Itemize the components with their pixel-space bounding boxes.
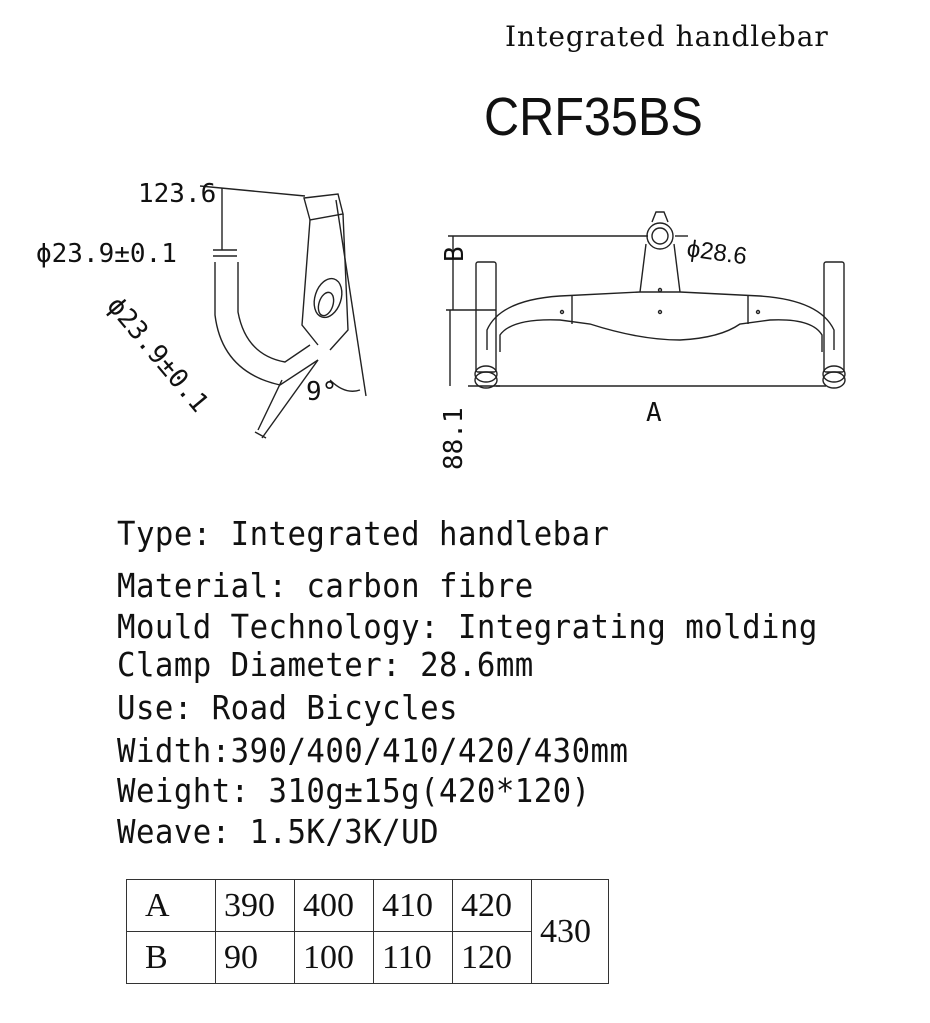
spec-mould-technology: Mould Technology: Integrating molding	[117, 607, 818, 646]
size-table-row-a	[127, 880, 609, 932]
size-a-410: 410	[374, 880, 453, 932]
size-b-90: 90	[216, 932, 295, 984]
size-b-110: 110	[374, 932, 453, 984]
spec-clamp-diameter: Clamp Diameter: 28.6mm	[117, 645, 534, 684]
flare-angle-label: 9°	[306, 377, 338, 407]
drop-diameter-label: ϕ23.9±0.1	[100, 291, 215, 419]
size-a-390: 390	[216, 880, 295, 932]
size-b-120: 120	[453, 932, 532, 984]
spec-weave: Weave: 1.5K/3K/UD	[117, 812, 440, 851]
row-b-header: B	[127, 932, 216, 984]
reach-dimension-label: 123.6	[138, 179, 217, 209]
product-model-title: CRF35BS	[484, 87, 703, 147]
spec-weight: Weight: 310g±15g(420*120)	[117, 771, 591, 810]
size-a-420: 420	[453, 880, 532, 932]
size-a-400: 400	[295, 880, 374, 932]
product-subtitle: Integrated handlebar	[505, 20, 829, 53]
dimension-a-label: A	[646, 398, 662, 428]
dimension-b-label: B	[440, 246, 470, 262]
spec-type: Type: Integrated handlebar	[117, 514, 610, 553]
spec-material: Material: carbon fibre	[117, 566, 534, 605]
spec-width: Width:390/400/410/420/430mm	[117, 731, 629, 770]
clamp-diameter-label: ϕ28.6	[685, 235, 749, 271]
size-b-100: 100	[295, 932, 374, 984]
drop-height-label: 88.1	[439, 407, 469, 470]
row-a-header: A	[127, 880, 216, 932]
size-a-430: 430	[532, 880, 609, 984]
size-table	[126, 879, 609, 984]
top-diameter-label: ϕ23.9±0.1	[36, 239, 177, 269]
technical-drawing	[0, 0, 930, 500]
front-view-handlebar	[446, 212, 845, 388]
side-view-handlebar	[200, 186, 366, 438]
spec-use: Use: Road Bicycles	[117, 688, 458, 727]
